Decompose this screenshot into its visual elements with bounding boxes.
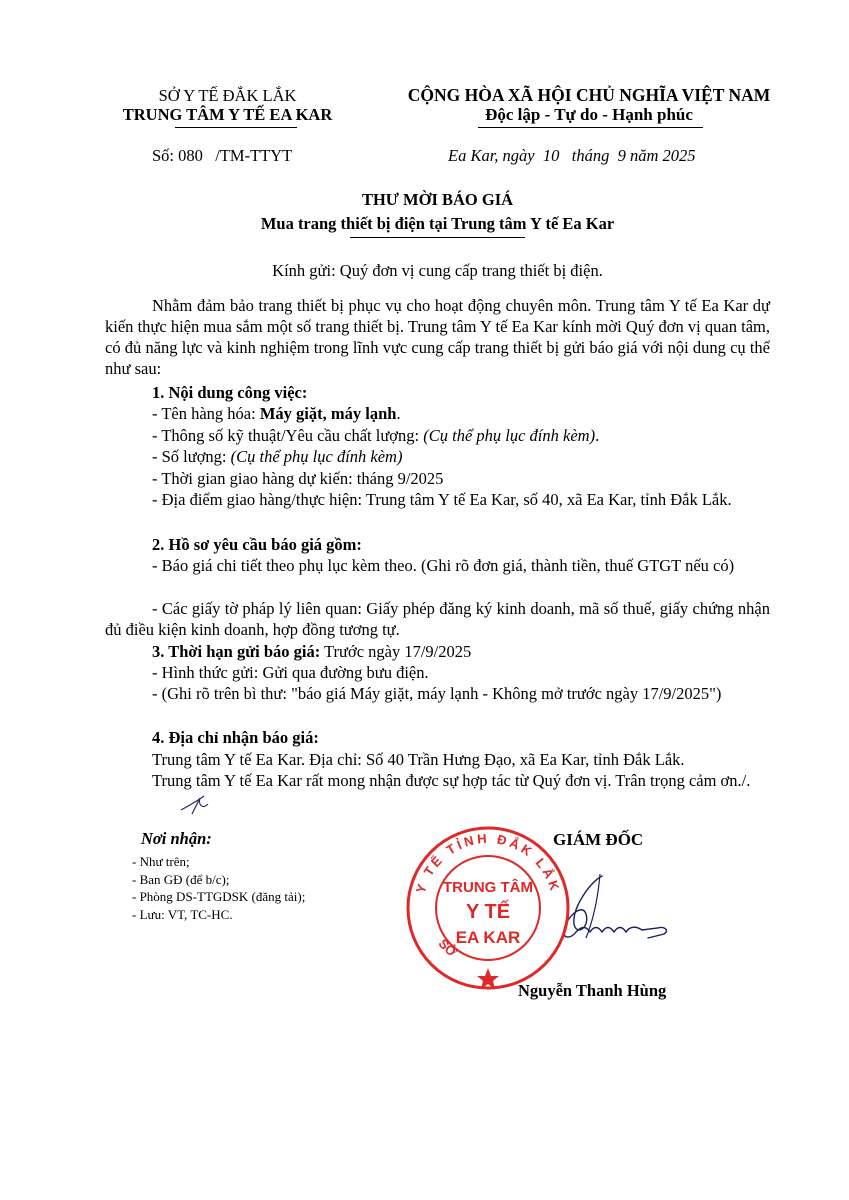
signature-icon (560, 868, 690, 948)
recipient-item: - Phòng DS-TTGDSK (đăng tải); (132, 889, 306, 904)
spec-value: (Cụ thể phụ lục đính kèm) (423, 426, 596, 445)
document-subtitle: Mua trang thiết bị điện tại Trung tâm Y tế Ea Kar (260, 214, 615, 233)
document-date: Ea Kar, ngày 10 tháng 9 năm 2025 (448, 146, 696, 165)
closing-paragraph: Trung tâm Y tế Ea Kar rất mong nhận được sự hợp tác từ Quý đơn vị. Trân trọng cảm ơn./. (152, 771, 751, 790)
spec-line (152, 425, 599, 446)
recipient-item: - Ban GĐ (để b/c); (132, 871, 230, 887)
header-left-rule (175, 127, 297, 128)
document-title: THƯ MỜI BÁO GIÁ (361, 190, 514, 209)
recipient-item: - Như trên; (132, 854, 190, 869)
quote-detail-item: - Báo giá chi tiết theo phụ lục kèm theo. (Ghi rõ đơn giá, thành tiền, thuế GTGT nếu có) (152, 556, 735, 575)
recipient-item: - Lưu: VT, TC-HC. (132, 906, 233, 922)
section-1-heading: 1. Nội dung công việc: (152, 383, 308, 402)
spec-end: . (595, 426, 600, 445)
national-motto: Độc lập - Tự do - Hạnh phúc (485, 105, 693, 124)
goods-label: - Tên hàng hóa: (152, 404, 260, 423)
recipients-title: Nơi nhận: (141, 829, 212, 848)
receiving-address: Trung tâm Y tế Ea Kar. Địa chỉ: Số 40 Trần Hưng Đạo, xã Ea Kar, tỉnh Đắk Lắk. (152, 750, 685, 769)
quantity-line (152, 446, 402, 467)
section-3-line (152, 641, 471, 662)
section-3-heading: 3. Thời hạn gửi báo giá: (152, 642, 321, 661)
signer-name: Nguyễn Thanh Hùng (518, 981, 667, 1000)
stamp-line-3: EA KAR (455, 928, 521, 947)
recipients-list (132, 853, 305, 923)
goods-line (152, 403, 401, 424)
stamp-ring-bottom: SỞ (435, 935, 460, 960)
header-right-rule (478, 127, 703, 128)
stamp-line-1: TRUNG TÂM (443, 879, 533, 896)
stamp-ring-top: Y TẾ TỈNH ĐẮK LẮK (412, 830, 564, 895)
intro-paragraph: Nhằm đảm bảo trang thiết bị phục vụ cho hoạt động chuyên môn. Trung tâm Y tế Ea Kar dự kiến thực hiện mua sắm một số trang thiết bị. Trung tâm Y tế Ea Kar kính mời Quý đơn vị quan tâm, có đủ năng lực và kinh nghiệm trong lĩnh vực cung cấp trang thiết bị gửi báo giá với nội dung cụ thể như sau: (105, 296, 770, 378)
delivery-time: - Thời gian giao hàng dự kiến: tháng 9/2025 (152, 469, 444, 488)
send-method: - Hình thức gửi: Gửi qua đường bưu điện. (152, 663, 429, 682)
republic-name: CỘNG HÒA XÃ HỘI CHỦ NGHĨA VIỆT NAM (407, 85, 771, 105)
envelope-note: - (Ghi rõ trên bì thư: "báo giá Máy giặt, máy lạnh - Không mở trước ngày 17/9/2025") (152, 684, 722, 703)
deadline: Trước ngày 17/9/2025 (320, 642, 472, 661)
center-name: TRUNG TÂM Y TẾ EA KAR (122, 105, 333, 124)
delivery-place: - Địa điểm giao hàng/thực hiện: Trung tâm Y tế Ea Kar, số 40, xã Ea Kar, tỉnh Đắk Lắk. (152, 490, 732, 509)
department-name: SỞ Y TẾ ĐẮK LẮK (158, 86, 297, 105)
section-4-heading: 4. Địa chỉ nhận báo giá: (152, 728, 319, 747)
initial-mark-icon (178, 792, 212, 818)
section-2-heading: 2. Hồ sơ yêu cầu báo giá gồm: (152, 535, 362, 554)
title-rule (350, 237, 525, 238)
stamp-line-2: Y TẾ (465, 901, 511, 923)
quantity-value: (Cụ thể phụ lục đính kèm) (230, 447, 403, 466)
spec-label: - Thông số kỹ thuật/Yêu cầu chất lượng: (152, 426, 424, 445)
goods-value: Máy giặt, máy lạnh (259, 404, 397, 423)
official-stamp-icon (403, 822, 573, 994)
goods-end: . (396, 404, 401, 423)
legal-docs-item: - Các giấy tờ pháp lý liên quan: Giấy phép đăng ký kinh doanh, mã số thuế, giấy chứng nhận đủ điều kiện kinh doanh, hợp đồng tương tự. (105, 599, 770, 639)
document-number: Số: 080 /TM-TTYT (152, 146, 293, 165)
signer-role: GIÁM ĐỐC (553, 830, 644, 849)
quantity-label: - Số lượng: (152, 447, 231, 466)
greeting: Kính gửi: Quý đơn vị cung cấp trang thiết bị điện. (272, 261, 603, 280)
